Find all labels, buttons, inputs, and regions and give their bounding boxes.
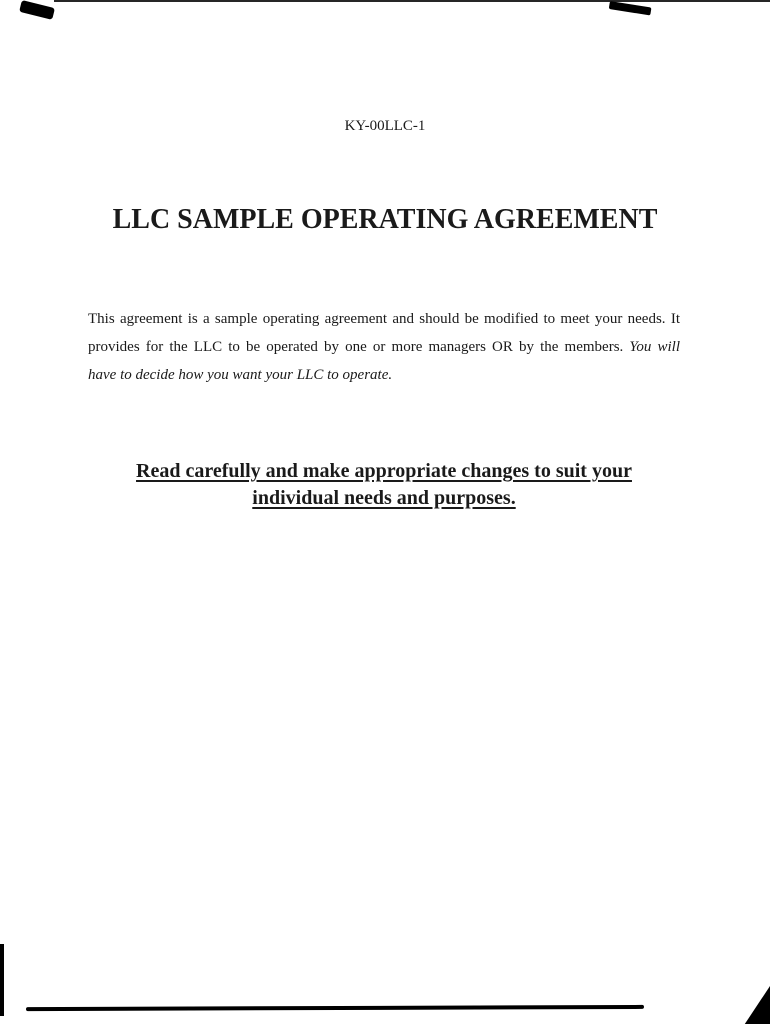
scan-artifact-top-edge-line (54, 0, 770, 2)
scan-artifact-bottom-edge-line (26, 1005, 644, 1011)
intro-paragraph (88, 305, 680, 389)
notice-heading-line-2: individual needs and purposes. (252, 487, 516, 509)
intro-line-2-italic: You will (629, 339, 680, 355)
scan-artifact-bottom-right-wedge (742, 986, 770, 1024)
document-code: KY-00LLC-1 (344, 118, 426, 134)
document-title: LLC SAMPLE OPERATING AGREEMENT (112, 204, 658, 235)
intro-line-3-italic: have to decide how you want your LLC to operate. (88, 367, 393, 383)
notice-heading (88, 458, 680, 512)
scan-artifact-left-edge-bar (0, 944, 4, 1016)
intro-line-1: This agreement is a sample operating agreement and should be modified to meet your needs. It (88, 311, 680, 327)
intro-line-2 (88, 333, 680, 361)
scan-artifact-top-left-blob (19, 0, 55, 20)
notice-heading-line-1: Read carefully and make appropriate changes to suit your (136, 460, 632, 482)
intro-line-2-regular: provides for the LLC to be operated by one or more managers OR by the members. (88, 339, 630, 355)
scan-artifact-top-right-blob (609, 1, 652, 15)
